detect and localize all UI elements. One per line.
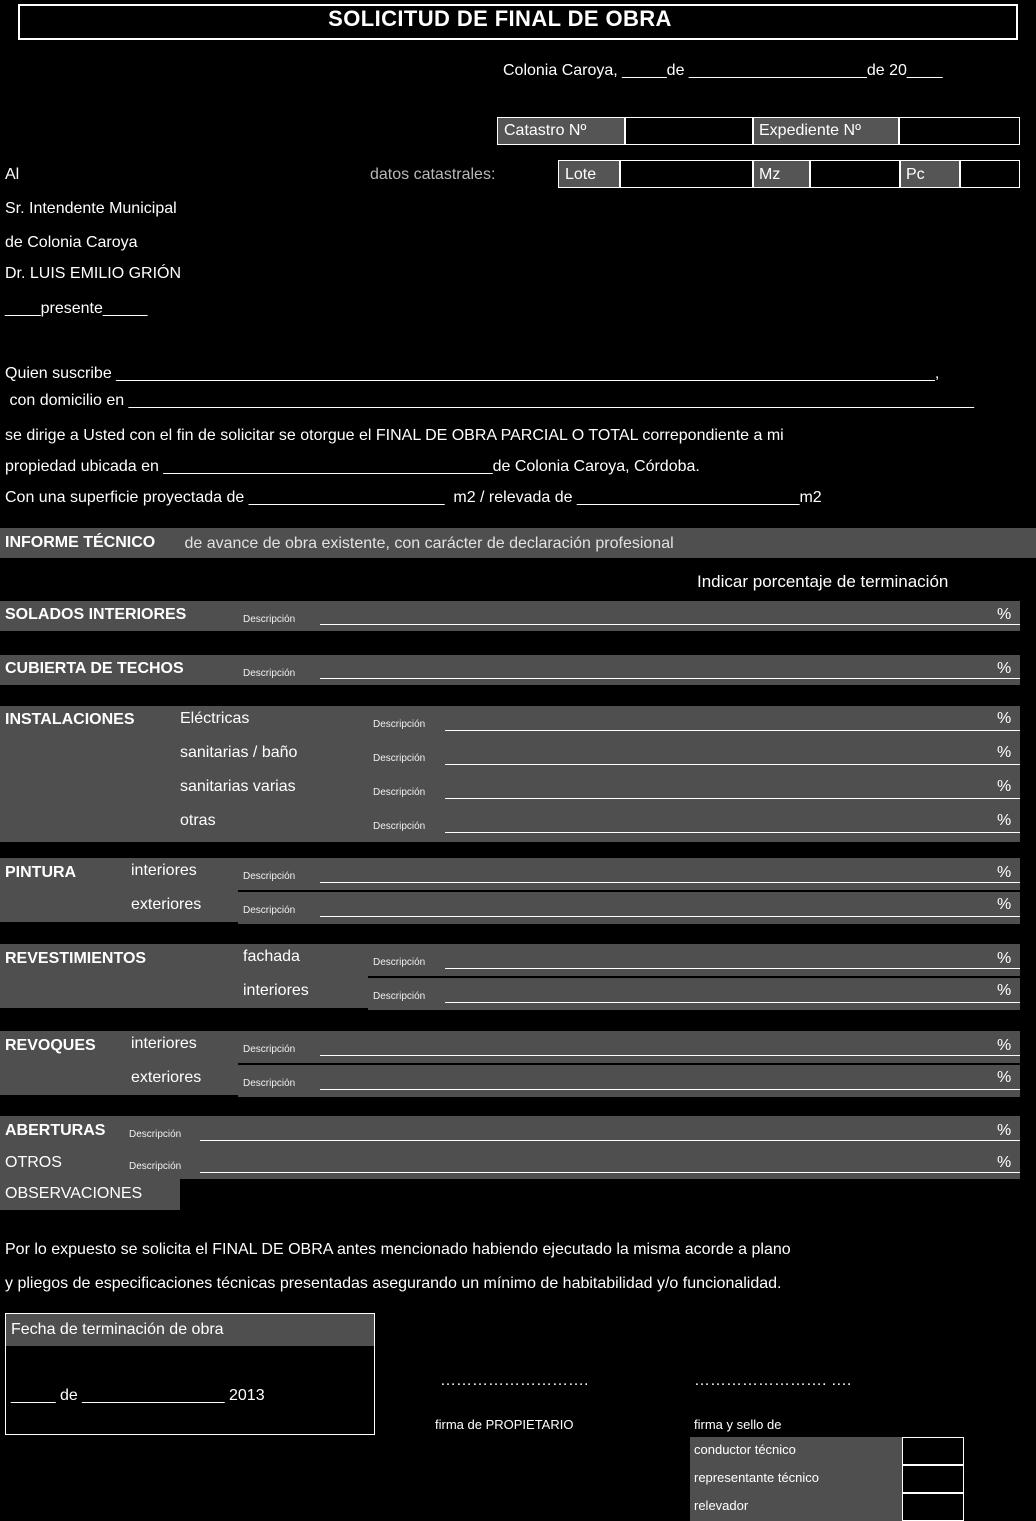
catastro-input[interactable]: [625, 117, 753, 145]
revestimientos-fachada-desc-cell[interactable]: [368, 944, 1020, 976]
section-label-observaciones: OBSERVACIONES: [5, 1185, 143, 1202]
section-label-revestimientos: REVESTIMIENTOS: [5, 950, 147, 967]
instalaciones-sanitarias-varias-desc-placeholder: Descripción: [373, 787, 426, 798]
lote-input[interactable]: [620, 160, 753, 188]
role-checkbox-conductor[interactable]: [902, 1437, 964, 1465]
date-line: Colonia Caroya, _____de ____________________de 20____: [503, 62, 943, 79]
page-title: SOLICITUD DE FINAL DE OBRA: [328, 6, 672, 31]
otros-rule: [200, 1172, 1020, 1173]
addressee-line-3: de Colonia Caroya: [5, 234, 138, 251]
lote-label: Lote: [565, 166, 597, 183]
aberturas-percent: %: [997, 1122, 1012, 1139]
instalaciones-otras-rule: [445, 832, 1020, 833]
revestimientos-fachada-rule: [445, 968, 1020, 969]
instalaciones-electricas-desc-cell[interactable]: [368, 706, 1020, 740]
addressee-line-5: ____presente_____: [5, 300, 148, 317]
aberturas-rule: [200, 1140, 1020, 1141]
instalaciones-sub-otras: otras: [180, 812, 216, 829]
addressee-line-4: Dr. LUIS EMILIO GRIÓN: [5, 265, 182, 282]
revestimientos-interiores-percent: %: [997, 982, 1012, 999]
revoques-interiores-desc-placeholder: Descripción: [243, 1044, 296, 1055]
revestimientos-fachada-percent: %: [997, 950, 1012, 967]
pintura-sub-interiores: interiores: [131, 862, 197, 879]
propietario-label: firma de PROPIETARIO: [435, 1417, 574, 1432]
pintura-exteriores-rule: [320, 916, 1020, 917]
body-line-5: Con una superficie proyectada de ______________________ m2 / relevada de _________________________m2: [5, 489, 822, 506]
fecha-terminacion-value[interactable]: _____ de ________________ 2013: [11, 1387, 265, 1404]
instalaciones-otras-desc-cell[interactable]: [368, 808, 1020, 842]
fecha-terminacion-label: Fecha de terminación de obra: [11, 1321, 224, 1338]
cubierta-rule: [320, 678, 1020, 679]
instalaciones-otras-desc-placeholder: Descripción: [373, 821, 426, 832]
revestimientos-interiores-rule: [445, 1002, 1020, 1003]
aberturas-desc-cell[interactable]: [124, 1116, 1020, 1147]
revoques-exteriores-desc-placeholder: Descripción: [243, 1078, 296, 1089]
section-label-pintura: PINTURA: [5, 864, 77, 881]
expediente-label: Expediente Nº: [759, 122, 861, 139]
catastrales-label: datos catastrales:: [370, 166, 496, 183]
cubierta-desc-placeholder: Descripción: [243, 668, 296, 679]
instalaciones-sanitarias-bano-desc-cell[interactable]: [368, 740, 1020, 774]
role-checkbox-representante[interactable]: [902, 1465, 964, 1493]
instalaciones-electricas-rule: [445, 730, 1020, 731]
instalaciones-sanitarias-bano-percent: %: [997, 744, 1012, 761]
body-line-2: con domicilio en _______________________________________________________________________________________________: [5, 392, 974, 409]
revestimientos-sub-fachada: fachada: [243, 948, 300, 965]
informe-tecnico-title: INFORME TÉCNICO: [5, 534, 156, 551]
instalaciones-sub-electricas: Eléctricas: [180, 710, 250, 727]
revoques-exteriores-desc-cell[interactable]: [238, 1065, 1020, 1097]
otros-percent: %: [997, 1154, 1012, 1171]
solados-desc-placeholder: Descripción: [243, 614, 296, 625]
informe-tecnico-subtitle: de avance de obra existente, con carácter de declaración profesional: [180, 535, 674, 552]
revoques-interiores-desc-cell[interactable]: [238, 1031, 1020, 1063]
closing-line-1: Por lo expuesto se solicita el FINAL DE OBRA antes mencionado habiendo ejecutado la misma acorde a plano: [5, 1241, 791, 1258]
pc-label: Pc: [906, 166, 925, 183]
otros-desc-cell[interactable]: [124, 1147, 1020, 1179]
revoques-interiores-rule: [320, 1055, 1020, 1056]
instalaciones-sanitarias-varias-percent: %: [997, 778, 1012, 795]
addressee-line-2: Sr. Intendente Municipal: [5, 200, 177, 217]
instalaciones-sanitarias-varias-desc-cell[interactable]: [368, 774, 1020, 808]
body-line-1: Quien suscribe ____________________________________________________________________________________________,: [5, 365, 940, 382]
revoques-sub-interiores: interiores: [131, 1035, 197, 1052]
role-label-representante: representante técnico: [694, 1470, 820, 1485]
instalaciones-sub-sanitarias-varias: sanitarias varias: [180, 778, 296, 795]
revestimientos-interiores-desc-cell[interactable]: [368, 978, 1020, 1010]
section-label-cubierta: CUBIERTA DE TECHOS: [5, 660, 184, 677]
mz-input[interactable]: [810, 160, 900, 188]
otros-desc-placeholder: Descripción: [129, 1161, 182, 1172]
section-label-instalaciones: INSTALACIONES: [5, 711, 135, 728]
instalaciones-otras-percent: %: [997, 812, 1012, 829]
instalaciones-sanitarias-bano-rule: [445, 764, 1020, 765]
expediente-input[interactable]: [899, 117, 1020, 145]
body-line-3: se dirige a Usted con el fin de solicitar se otorgue el FINAL DE OBRA PARCIAL O TOTAL correpondiente a mi: [5, 427, 784, 444]
catastro-label: Catastro Nº: [504, 122, 587, 139]
instalaciones-sub-sanitarias-bano: sanitarias / baño: [180, 744, 298, 761]
role-label-conductor: conductor técnico: [694, 1442, 796, 1457]
indicar-porcentaje-label: Indicar porcentaje de terminación: [697, 572, 949, 591]
section-label-aberturas: ABERTURAS: [5, 1122, 106, 1139]
propietario-dots: ……………………….: [440, 1372, 589, 1389]
pintura-interiores-percent: %: [997, 864, 1012, 881]
instalaciones-sanitarias-varias-rule: [445, 798, 1020, 799]
pintura-exteriores-percent: %: [997, 896, 1012, 913]
mz-label: Mz: [759, 166, 781, 183]
revoques-exteriores-rule: [320, 1089, 1020, 1090]
aberturas-desc-placeholder: Descripción: [129, 1129, 182, 1140]
revestimientos-interiores-desc-placeholder: Descripción: [373, 991, 426, 1002]
cubierta-desc-cell[interactable]: [238, 655, 1020, 685]
pintura-exteriores-desc-cell[interactable]: [238, 892, 1020, 924]
addressee-line-1: Al: [5, 166, 20, 183]
pintura-sub-exteriores: exteriores: [131, 896, 202, 913]
instalaciones-electricas-percent: %: [997, 710, 1012, 727]
tecnico-dots: ……………………. ….: [694, 1372, 852, 1389]
solados-desc-cell[interactable]: [238, 601, 1020, 631]
pintura-interiores-desc-placeholder: Descripción: [243, 871, 296, 882]
pc-input[interactable]: [960, 160, 1020, 188]
solados-percent: %: [997, 606, 1012, 623]
revoques-sub-exteriores: exteriores: [131, 1069, 202, 1086]
role-checkbox-relevador[interactable]: [902, 1493, 964, 1521]
revoques-exteriores-percent: %: [997, 1069, 1012, 1086]
tecnico-label: firma y sello de: [694, 1417, 782, 1432]
instalaciones-sanitarias-bano-desc-placeholder: Descripción: [373, 753, 426, 764]
pintura-interiores-desc-cell[interactable]: [238, 858, 1020, 890]
role-label-relevador: relevador: [694, 1498, 749, 1513]
section-label-revoques: REVOQUES: [5, 1037, 96, 1054]
revestimientos-fachada-desc-placeholder: Descripción: [373, 957, 426, 968]
revoques-interiores-percent: %: [997, 1037, 1012, 1054]
pintura-interiores-rule: [320, 882, 1020, 883]
revestimientos-sub-interiores: interiores: [243, 982, 309, 999]
pintura-exteriores-desc-placeholder: Descripción: [243, 905, 296, 916]
closing-line-2: y pliegos de especificaciones técnicas presentadas asegurando un mínimo de habitabilidad y/o funcionalidad.: [5, 1275, 782, 1292]
body-line-4: propiedad ubicada en _____________________________________de Colonia Caroya, Córdoba.: [5, 458, 700, 475]
instalaciones-electricas-desc-placeholder: Descripción: [373, 719, 426, 730]
cubierta-percent: %: [997, 660, 1012, 677]
section-label-solados: SOLADOS INTERIORES: [5, 606, 187, 623]
section-label-otros: OTROS: [5, 1154, 62, 1171]
solados-rule: [320, 624, 1020, 625]
